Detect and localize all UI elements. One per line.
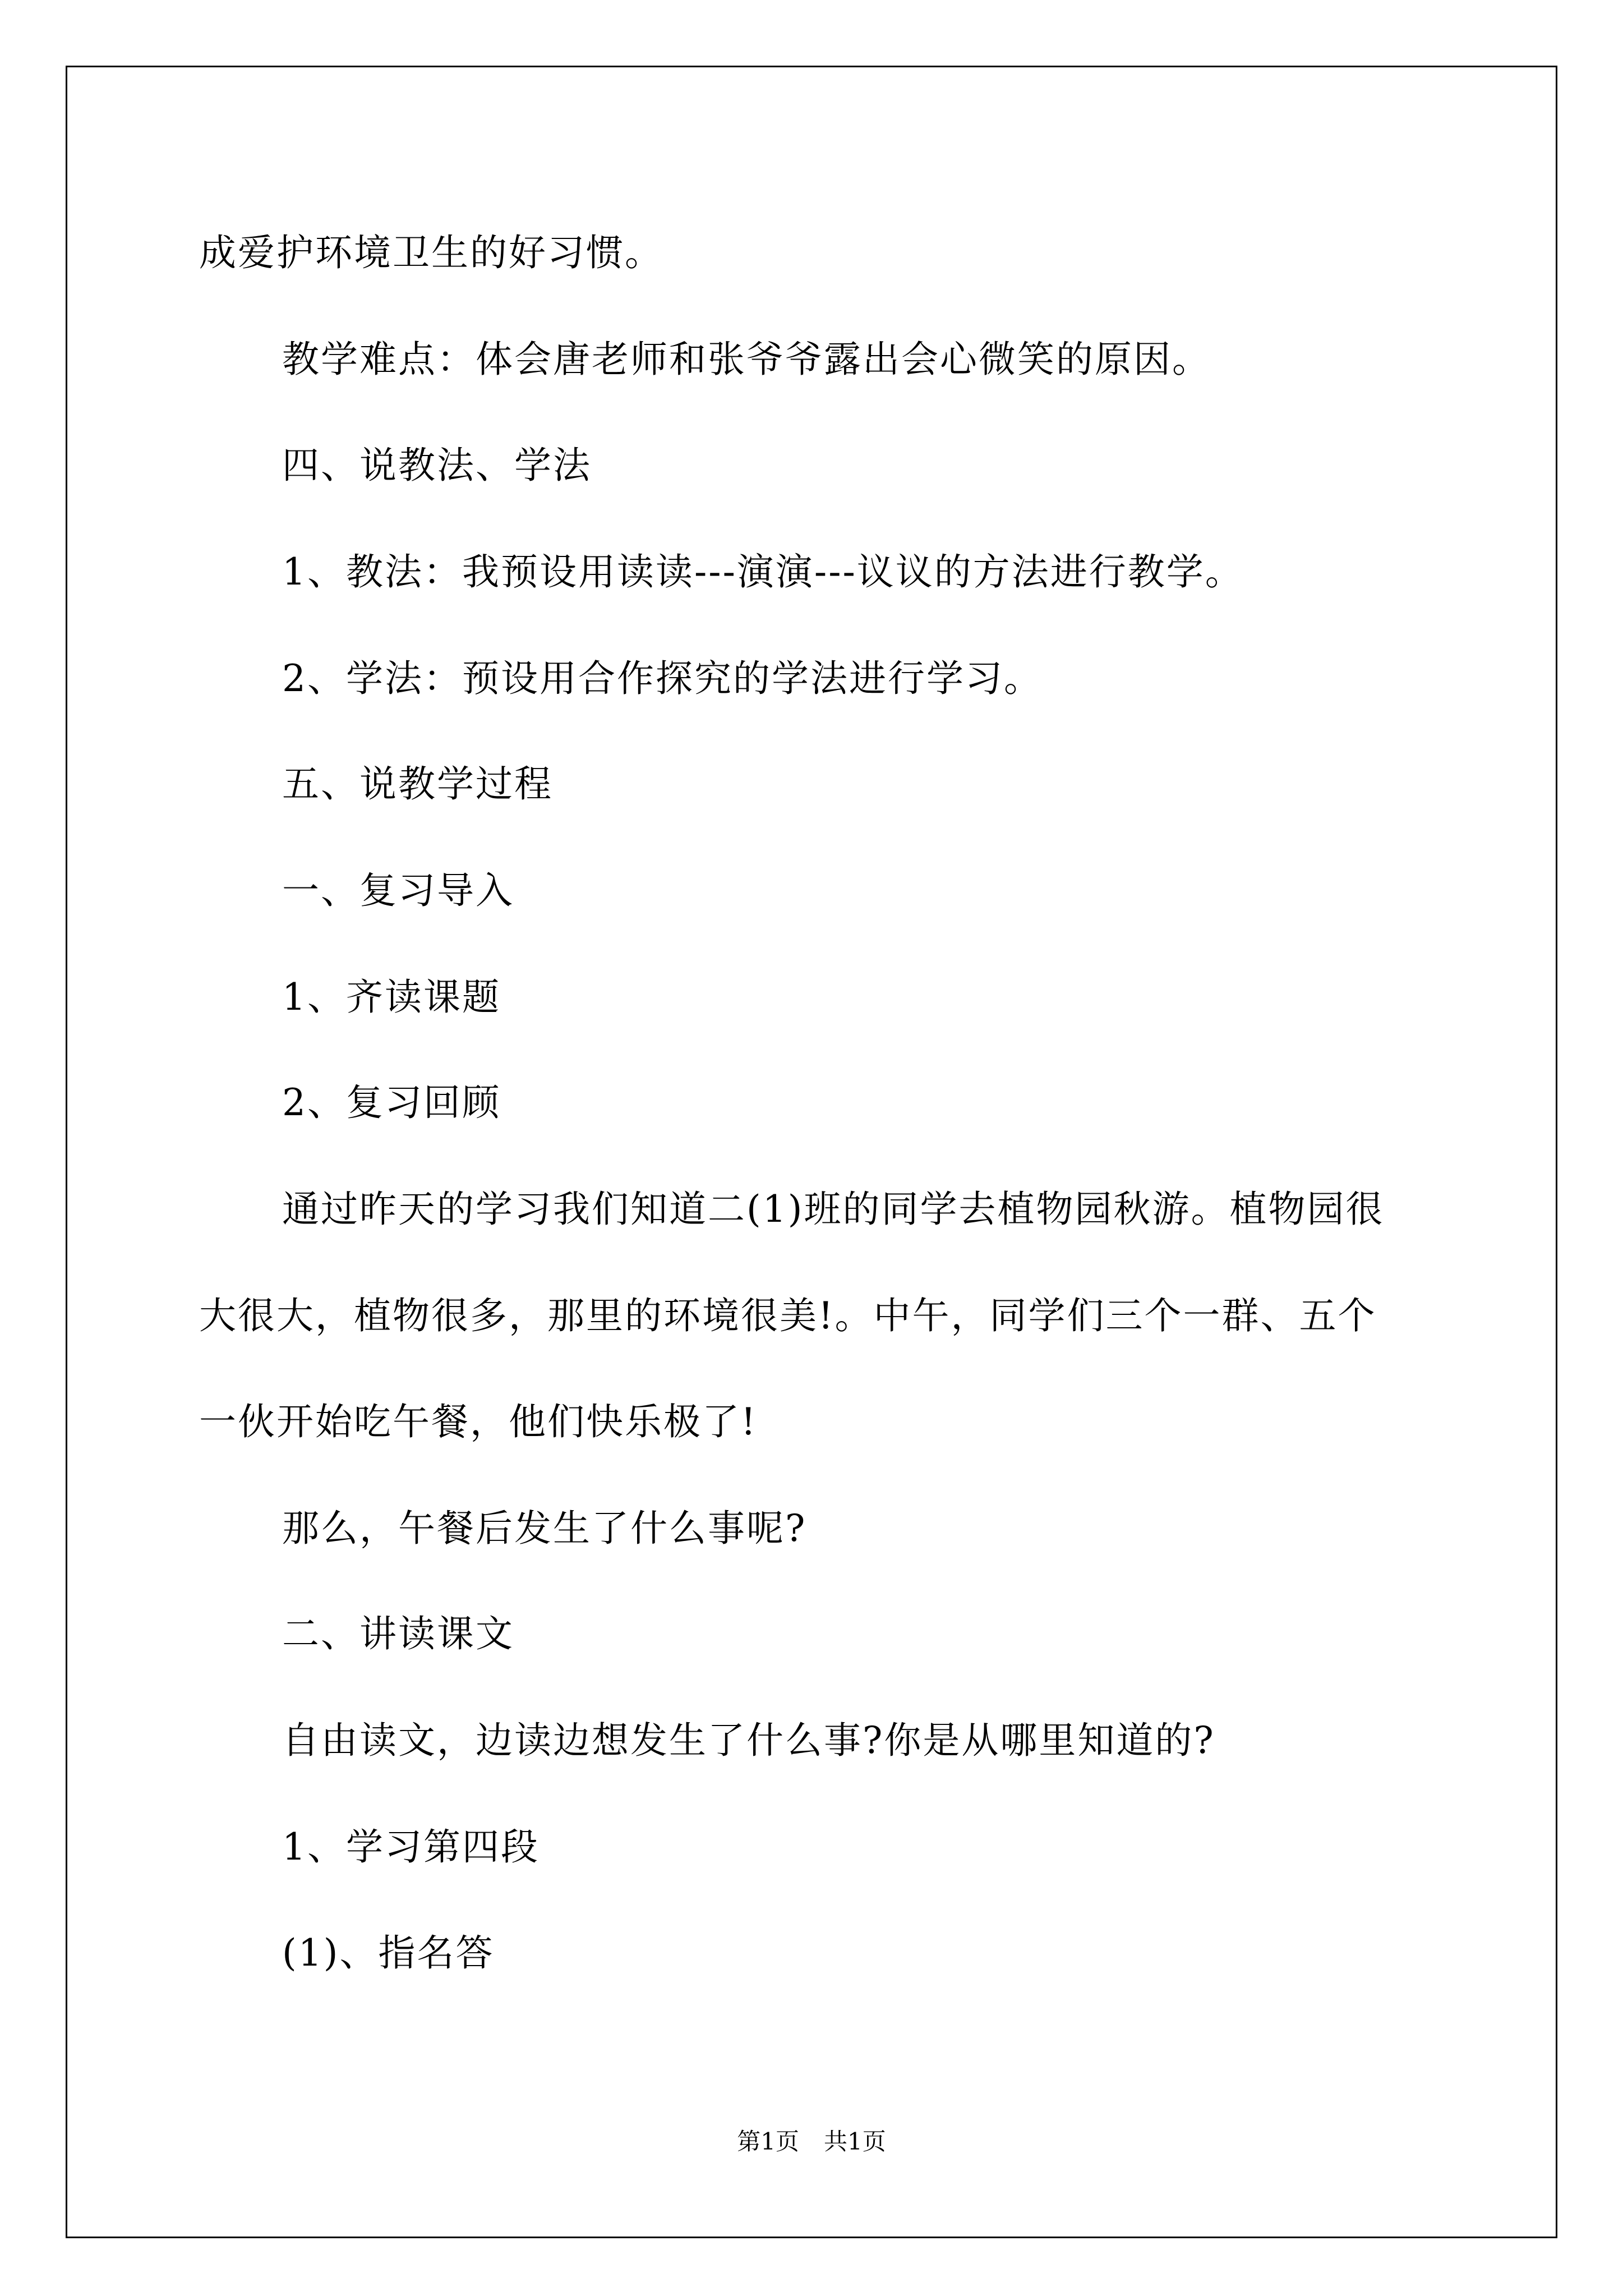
- text-line: 1、齐读课题: [282, 976, 501, 1019]
- text-line: 一、复习导入: [282, 869, 514, 912]
- text-line: 一伙开始吃午餐，他们快乐极了!: [199, 1400, 758, 1443]
- text-line: 2、复习回顾: [282, 1081, 501, 1124]
- text-line: 二、讲读课文: [282, 1612, 514, 1655]
- text-line: (1)、指名答: [282, 1931, 495, 1975]
- text-line: 2、学法：预设用合作探究的学法进行学习。: [282, 657, 1043, 700]
- text-line: 四、说教法、学法: [282, 444, 592, 487]
- text-line: 教学难点：体会唐老师和张爷爷露出会心微笑的原因。: [282, 338, 1211, 381]
- text-line: 那么，午餐后发生了什么事呢?: [282, 1507, 807, 1550]
- page-border: [66, 66, 1557, 2238]
- text-line: 成爱护环境卫生的好习惯。: [199, 231, 663, 274]
- text-line: 1、学习第四段: [282, 1825, 540, 1869]
- text-line: 1、教法：我预设用读读---演演---议议的方法进行教学。: [282, 550, 1244, 593]
- text-line: 大很大，植物很多，那里的环境很美!。中午，同学们三个一群、五个: [199, 1294, 1377, 1337]
- page-footer: [0, 2130, 1623, 2154]
- text-line: 五、说教学过程: [282, 762, 553, 806]
- page-number: 第1页: [737, 2128, 799, 2155]
- text-line: 通过昨天的学习我们知道二(1)班的同学去植物园秋游。植物园很: [282, 1188, 1385, 1231]
- text-line: 自由读文，边读边想发生了什么事?你是从哪里知道的?: [282, 1719, 1215, 1762]
- page-total: 共1页: [824, 2128, 886, 2155]
